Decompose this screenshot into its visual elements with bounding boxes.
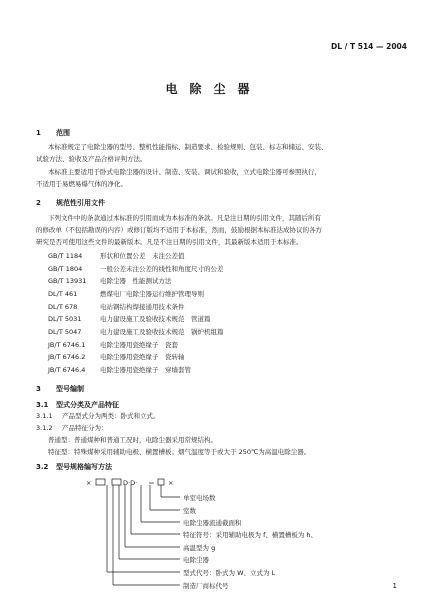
reference-title: 电除尘器用瓷绝缘子 瓷套 [100,341,178,349]
paragraph-line: 特征型：特殊煤种采用辅助电极、横置槽板；烟气温度等于或大于 250℃为高温电除尘器。 [48,448,311,456]
diagram-label: 室数 [183,507,196,515]
reference-code: GB/T 13931 [48,277,87,285]
section-number: 1 [36,129,41,137]
reference-code: GB/T 1804 [48,265,83,273]
paragraph-line: 的修改单（不包括勘误的内容）或修订版均不适用于本标准，然而，鼓励根据本标准达成协议的各方 [36,226,322,234]
section-title: 型号规格编写方法 [56,463,112,471]
section-number: 3.2 [36,463,49,471]
clause-text: 产品型式分为两类：卧式和立式。 [62,412,160,420]
section-title: 型式分类及产品特征 [56,401,119,409]
section-number: 3.1 [36,401,49,409]
reference-title: 一般公差未注公差的线性和角度尺寸的公差 [100,265,224,273]
document-title: 电除尘器 [165,82,262,96]
clause-number: 3.1.2 [36,424,53,432]
paragraph-line: 下列文件中的条款通过本标准的引用而成为本标准的条款。凡是注日期的引用文件，其随后所有 [48,214,321,222]
reference-title: 电站钢结构焊接通用技术条件 [100,303,185,311]
diagram-label: 高温型为 g [183,544,216,552]
clause-number: 3.1.1 [36,412,53,420]
paragraph-line: 本标准主要适用于卧式电除尘器的设计、制造、安装、调试和验收，立式电除尘器可参照执行， [48,168,321,176]
page-number: 1 [392,582,397,590]
reference-title: 电除尘器 性能测试方法 [100,277,172,285]
diagram-label: 制造厂商标代号 [183,582,229,590]
section-title: 范围 [56,129,70,137]
reference-title: 电力建设施工及验收技术规范 锅炉机组篇 [100,328,224,336]
paragraph-line: 本标准规定了电除尘器的型号、整机性能指标、制造要求、检验规则、包装、标志和储运、安装、 [48,143,328,151]
reference-code: GB/T 1184 [48,252,83,260]
diagram-label: 特征符号：采用辅助电极为 f、横置槽板为 h、 [183,531,318,539]
reference-title: 电力建设施工及验收技术规范 管道篇 [100,315,211,323]
reference-title: 电除尘器用瓷绝缘子 瓷转轴 [100,353,185,361]
paragraph-line: 普通型：普通煤种和普通工况时，电除尘器采用常规结构。 [48,436,217,444]
paragraph-line: 研究是否可使用这些文件的最新版本。凡是不注日期的引用文件，其最新版本适用于本标准。 [36,238,303,246]
diagram-label: 电除尘器 [183,556,209,564]
diagram-label: 电除尘器流通截面积 [183,519,242,527]
reference-title: 形状和位置公差 未注公差值 [100,252,185,260]
code-box-2 [112,479,121,485]
reference-code: DL/T 461 [48,290,78,298]
code-suffix: × [168,479,174,487]
reference-code: JB/T 6746.4 [48,366,86,374]
reference-title: 燃煤电厂电除尘器运行维护管理导则 [100,290,204,298]
diagram-label: 型式代号：卧式为 W、立式为 L [183,569,276,577]
code-middle: D·D· [123,479,138,487]
standard-code: DL / T 514 — 2004 [331,42,407,51]
reference-title: 电除尘器用瓷绝缘子 穿墙套管 [100,366,191,374]
paragraph-line: 试验方法、验收及产品合格评判方法。 [36,155,147,163]
section-title: 型号编制 [56,385,84,393]
code-box-1 [96,479,105,485]
reference-code: DL/T 5031 [48,315,82,323]
code-prefix: × [86,479,92,487]
section-number: 2 [36,199,41,207]
section-title: 规范性引用文件 [56,199,105,207]
section-number: 3 [36,385,41,393]
reference-code: JB/T 6746.1 [48,341,86,349]
reference-code: DL/T 5047 [48,328,82,336]
clause-text: 产品特征分为： [62,424,108,432]
diagram-label: 单室电场数 [183,494,216,502]
reference-code: JB/T 6746.2 [48,353,86,361]
reference-code: DL/T 678 [48,303,78,311]
code-box-3 [158,479,164,485]
paragraph-line: 不适用于易燃易爆气体的净化。 [36,180,127,188]
